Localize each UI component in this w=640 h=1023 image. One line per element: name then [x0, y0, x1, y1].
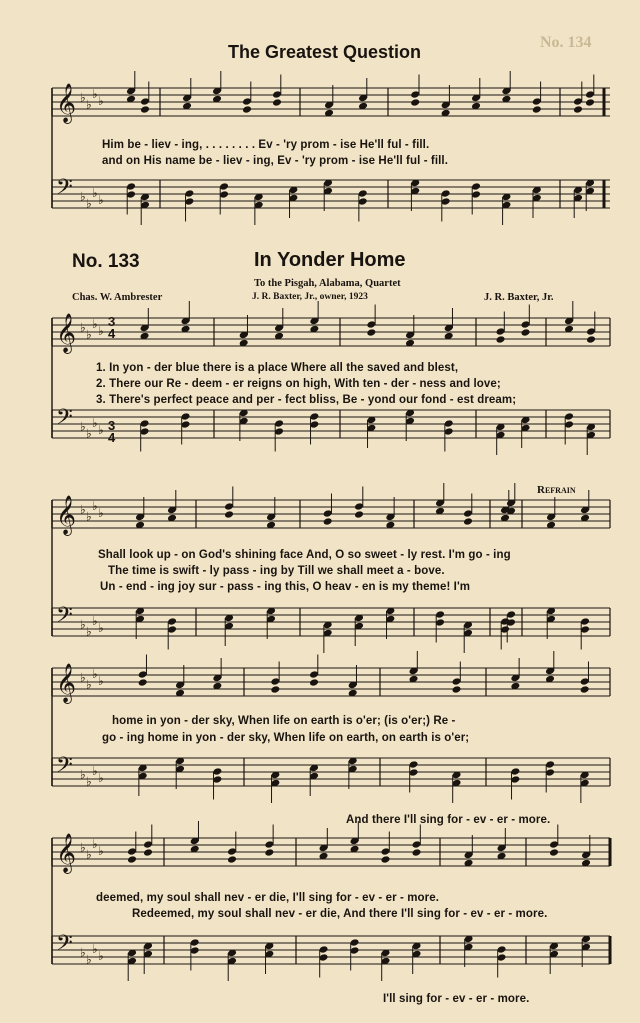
system4-upper-cue: And there I'll sing for - ev - er - more.: [346, 814, 551, 826]
flat-icon: ♭: [98, 621, 104, 635]
note-head: [573, 105, 583, 114]
system1-verse3: 3. There's perfect peace and per - fect bliss, Be - yond our fond - est dream;: [96, 394, 517, 406]
note-head: [521, 328, 531, 337]
ghost-page-header: No. 134: [540, 34, 592, 51]
note-head: [452, 685, 462, 694]
flat-icon: ♭: [98, 771, 104, 785]
treble-clef-icon: 𝄞: [56, 313, 77, 353]
note-head: [532, 105, 542, 114]
system4-line2: Redeemed, my soul shall nev - er die, And there I'll sing for - ev - er - more.: [132, 908, 548, 920]
flat-icon: ♭: [80, 189, 86, 204]
flat-icon: ♭: [98, 949, 104, 963]
note-head: [586, 335, 596, 344]
note-head: [242, 105, 252, 114]
flat-icon: ♭: [92, 87, 98, 101]
note-head: [549, 848, 559, 857]
flat-icon: ♭: [98, 94, 104, 108]
flat-icon: ♭: [86, 952, 92, 967]
hymn-title: In Yonder Home: [254, 249, 406, 271]
flat-icon: ♭: [80, 320, 86, 335]
system1-verse2: 2. There our Re - deem - er reigns on high, With ten - der - ness and love;: [96, 378, 501, 390]
note-head: [143, 848, 153, 857]
note-head: [410, 98, 420, 107]
bass-clef-icon: 𝄢: [56, 603, 73, 633]
treble-clef-icon: 𝄞: [56, 83, 77, 123]
system2-verse2: The time is swift - ly pass - ing by Till we shall meet a - bove.: [108, 565, 445, 577]
treble-clef-icon: 𝄞: [56, 495, 77, 535]
composer-credit: J. R. Baxter, Jr.: [484, 292, 554, 303]
time-signature-bass: 3 4: [108, 418, 116, 445]
flat-icon: ♭: [98, 674, 104, 688]
note-head: [496, 335, 506, 344]
flat-icon: ♭: [80, 840, 86, 855]
note-head: [127, 855, 137, 864]
flat-icon: ♭: [98, 506, 104, 520]
flat-icon: ♭: [92, 942, 98, 956]
flat-icon: ♭: [98, 324, 104, 338]
flat-icon: ♭: [92, 614, 98, 628]
flat-icon: ♭: [80, 945, 86, 960]
flat-icon: ♭: [80, 90, 86, 105]
note-head: [224, 510, 234, 519]
bass-clef-icon: 𝄢: [56, 405, 73, 435]
note-head: [140, 105, 150, 114]
note-head: [270, 685, 280, 694]
top-hymn-title: The Greatest Question: [228, 42, 422, 62]
hymn-number: No. 133: [72, 251, 140, 272]
flat-icon: ♭: [86, 327, 92, 342]
system4-line1: deemed, my soul shall nev - er die, I'll sing for - ev - er - more.: [96, 892, 440, 904]
top-hymn-lyrics-line2: and on His name be - liev - ing, Ev - 'ry prom - ise He'll ful - fill.: [102, 155, 449, 167]
copyright-notice: J. R. Baxter, Jr., owner, 1923: [252, 292, 368, 302]
system4-lower-cue: I'll sing for - ev - er - more.: [383, 993, 530, 1005]
lyricist-credit: Chas. W. Ambrester: [72, 292, 163, 303]
bass-clef-icon: 𝄢: [56, 931, 73, 961]
bass-clef-icon: 𝄢: [56, 175, 73, 205]
flat-icon: ♭: [98, 193, 104, 207]
flat-icon: ♭: [80, 767, 86, 782]
note-head: [366, 328, 376, 337]
top-hymn-lyrics-line1: Him be - liev - ing, . . . . . . . . Ev - 'ry prom - ise He'll ful - fill.: [102, 139, 430, 151]
flat-icon: ♭: [92, 416, 98, 430]
note-head: [381, 855, 391, 864]
system2-verse1: Shall look up - on God's shining face And, O so sweet - ly rest. I'm go - ing: [98, 549, 511, 561]
flat-icon: ♭: [80, 502, 86, 517]
flat-icon: ♭: [92, 317, 98, 331]
flat-icon: ♭: [80, 670, 86, 685]
note-head: [323, 517, 333, 526]
flat-icon: ♭: [92, 667, 98, 681]
note-head: [272, 98, 282, 107]
system3-line2: go - ing home in yon - der sky, When life on earth, on earth is o'er;: [102, 732, 470, 744]
hymn-dedication: To the Pisgah, Alabama, Quartet: [254, 278, 401, 289]
system1-verse1: 1. In yon - der blue there is a place Where all the saved and blest,: [96, 362, 459, 374]
flat-icon: ♭: [98, 844, 104, 858]
flat-icon: ♭: [86, 624, 92, 639]
note-head: [138, 678, 148, 687]
system3-line1: home in yon - der sky, When life on earth is o'er; (is o'er;) Re -: [112, 715, 456, 727]
flat-icon: ♭: [80, 617, 86, 632]
treble-clef-icon: 𝄞: [56, 663, 77, 703]
note-head: [580, 685, 590, 694]
flat-icon: ♭: [92, 186, 98, 200]
note-head: [412, 848, 422, 857]
refrain-label: Refrain: [537, 484, 576, 496]
note-head: [585, 98, 595, 107]
flat-icon: ♭: [86, 774, 92, 789]
system2-verse3: Un - end - ing joy sur - pass - ing this, O heav - en is my theme! I'm: [100, 581, 471, 593]
note-head: [264, 848, 274, 857]
note-head: [227, 855, 237, 864]
note-head: [354, 510, 364, 519]
flat-icon: ♭: [98, 423, 104, 437]
note-head: [463, 517, 473, 526]
bass-clef-icon: 𝄢: [56, 753, 73, 783]
time-signature-treble: 3 4: [108, 314, 116, 341]
flat-icon: ♭: [86, 196, 92, 211]
flat-icon: ♭: [86, 677, 92, 692]
flat-icon: ♭: [86, 847, 92, 862]
treble-clef-icon: 𝄞: [56, 833, 77, 873]
flat-icon: ♭: [86, 509, 92, 524]
flat-icon: ♭: [92, 764, 98, 778]
flat-icon: ♭: [92, 837, 98, 851]
flat-icon: ♭: [86, 97, 92, 112]
flat-icon: ♭: [92, 499, 98, 513]
flat-icon: ♭: [86, 426, 92, 441]
flat-icon: ♭: [80, 419, 86, 434]
note-head: [309, 678, 319, 687]
